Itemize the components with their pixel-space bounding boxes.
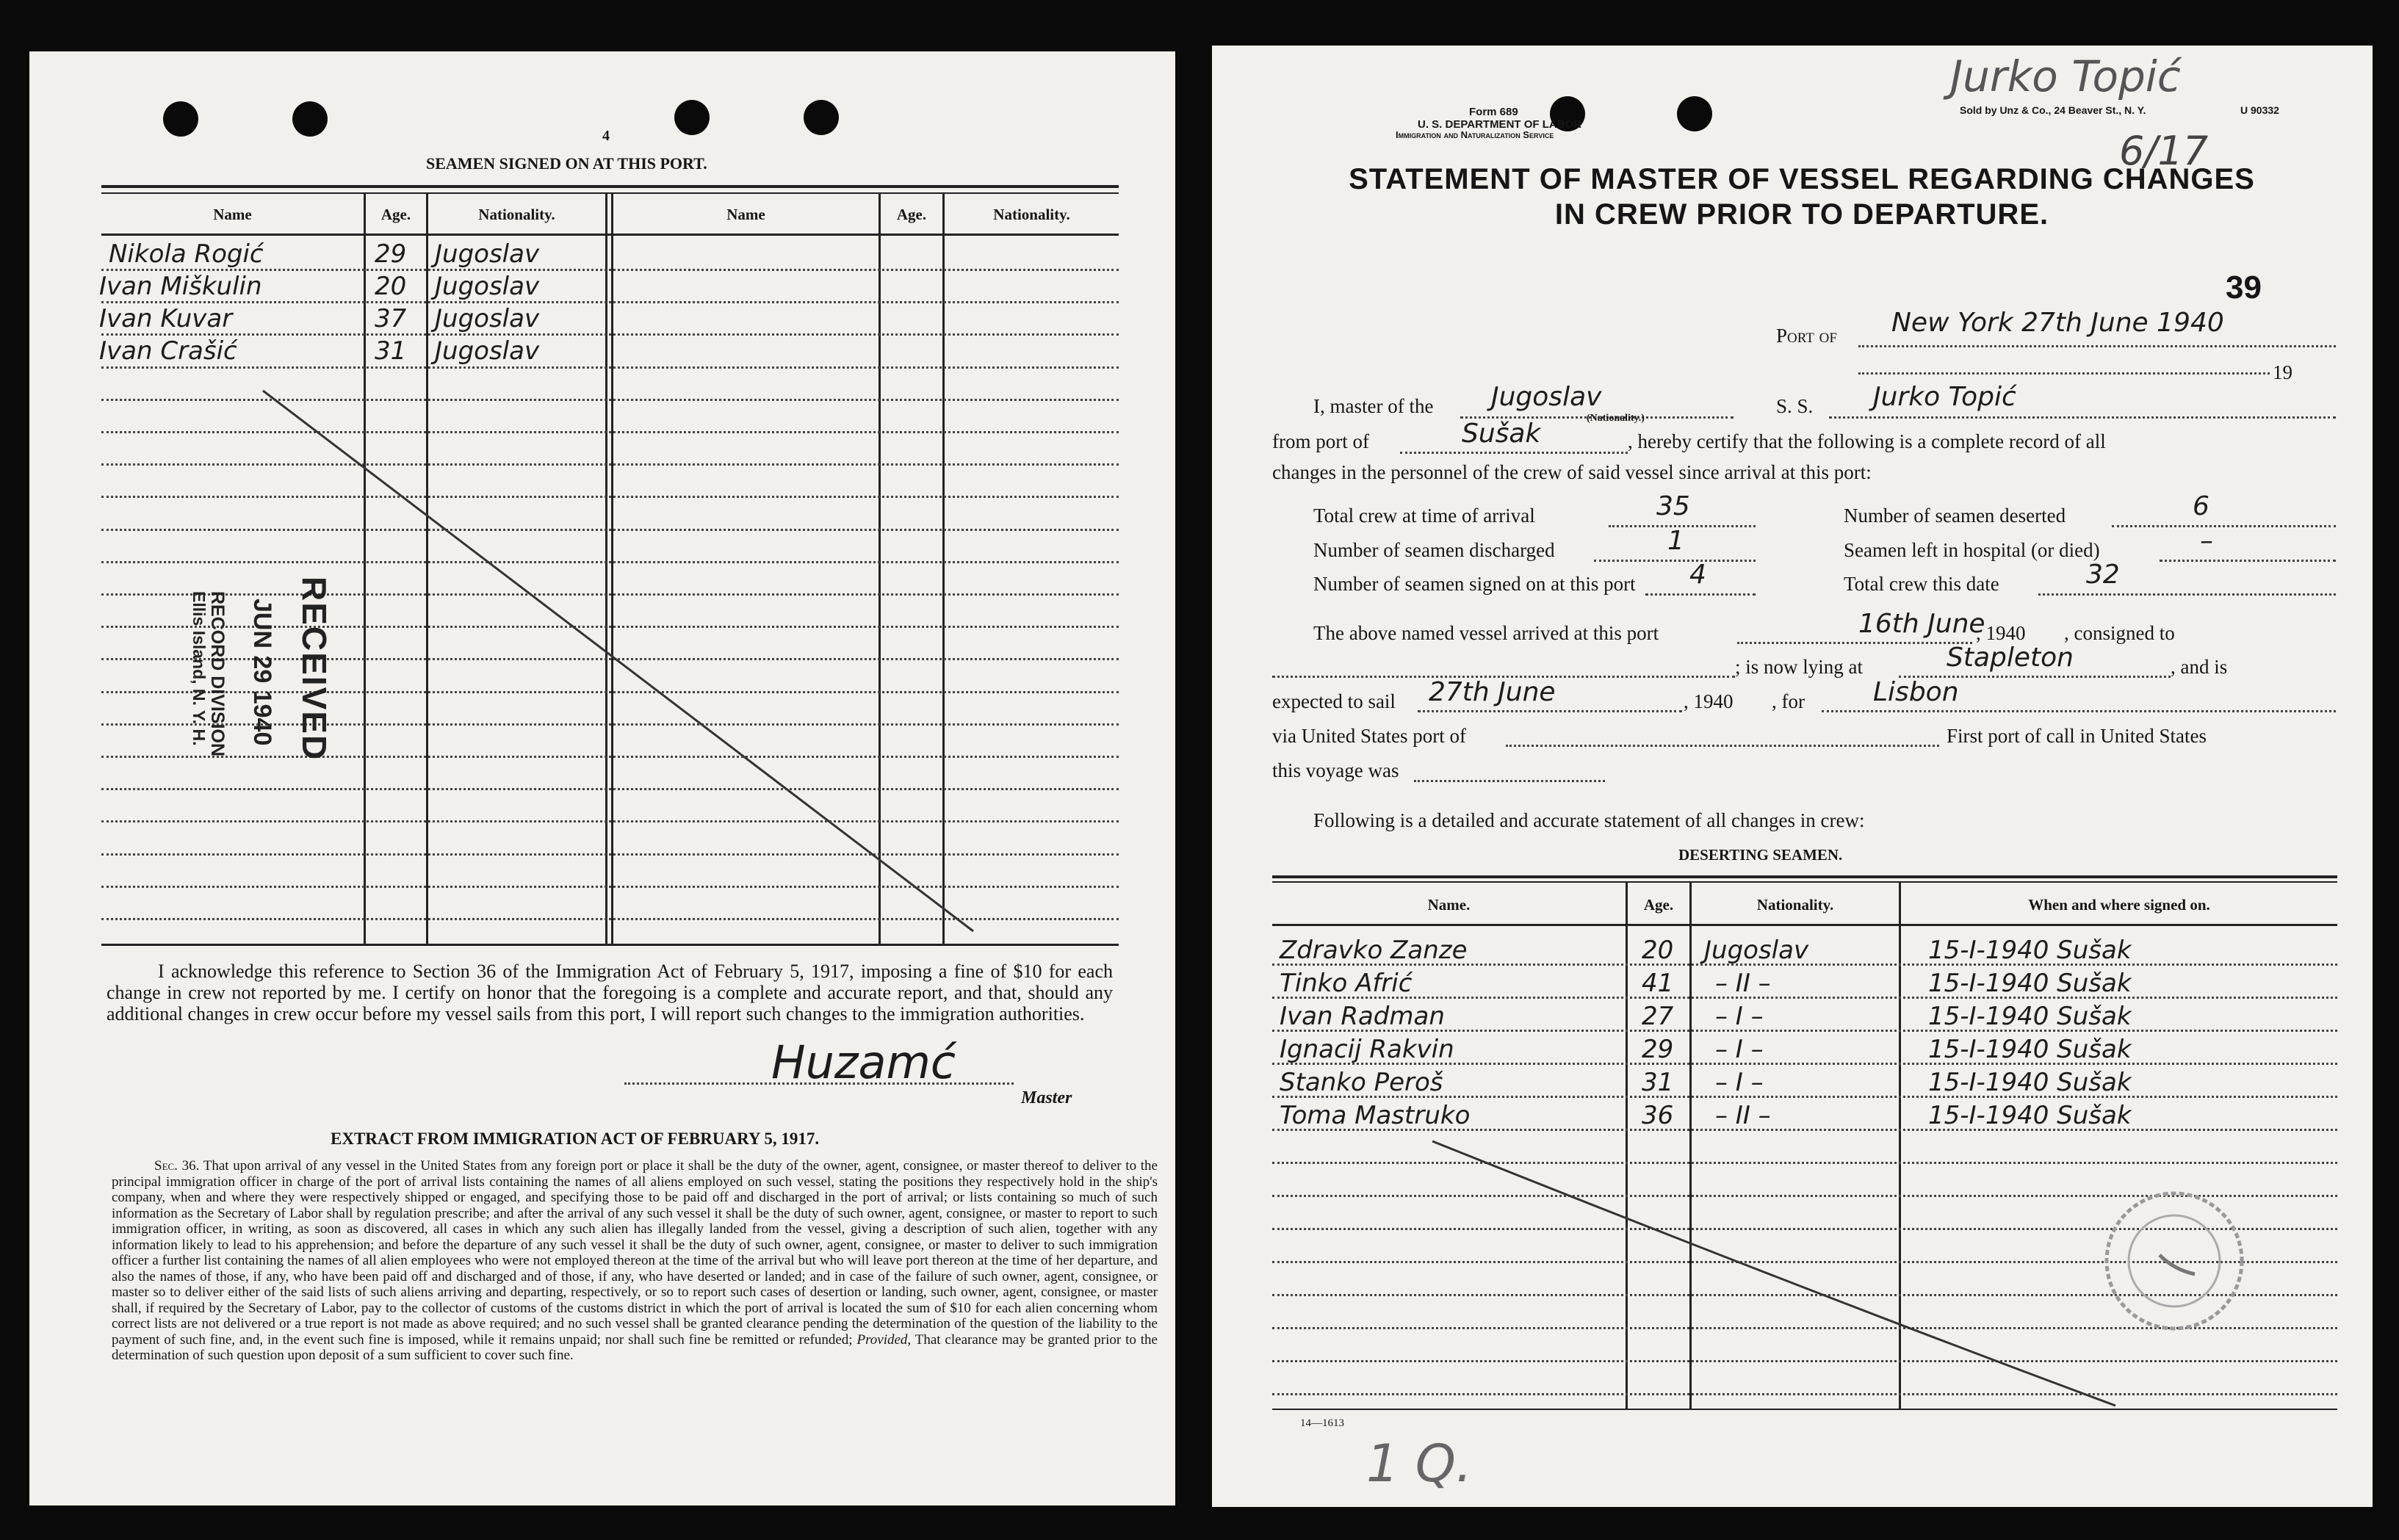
- total-crew-arrival-value: 35: [1656, 491, 1690, 521]
- stamp-line1: RECORD DIVISION: [207, 591, 228, 757]
- page-number: 4: [602, 128, 610, 144]
- following-text: Following is a detailed and accurate statement of all changes in crew:: [1313, 809, 1865, 831]
- stamp-title: RECEIVED: [295, 576, 333, 762]
- signed-on-age: 37: [375, 304, 407, 333]
- corner-mark: 6/17: [2119, 128, 2209, 174]
- signed-on-nationality: Jugoslav: [435, 304, 540, 333]
- column-header-name: Name: [213, 206, 252, 223]
- deserter-nationality: – II –: [1715, 969, 1771, 998]
- seller-text: Sold by Unz & Co., 24 Beaver St., N. Y.: [1960, 104, 2146, 116]
- deserter-signed-on: 15-I-1940 Sušak: [1928, 936, 2132, 965]
- deserter-signed-on: 15-I-1940 Sušak: [1928, 1068, 2132, 1097]
- master-signature: Huzamć: [771, 1035, 956, 1089]
- deserter-name: Zdravko Zanze: [1280, 936, 1468, 965]
- signed-on-age: 20: [375, 272, 407, 301]
- section-36-text: [112, 1158, 1158, 1364]
- deserter-nationality: – I –: [1715, 1035, 1764, 1064]
- hospital-label: Seamen left in hospital (or died): [1844, 539, 2100, 561]
- expected-year: , 1940: [1684, 690, 1734, 712]
- discharged-label: Number of seamen discharged: [1313, 539, 1555, 561]
- port-label: Port of: [1776, 325, 1837, 347]
- deserting-title: DESERTING SEAMEN.: [1678, 846, 1843, 864]
- form-title-line2: IN CREW PRIOR TO DEPARTURE.: [1554, 198, 2049, 231]
- column-header-nationality-2: Nationality.: [993, 206, 1070, 223]
- deserter-age: 20: [1642, 936, 1674, 965]
- deserter-name: Tinko Afrić: [1280, 969, 1413, 998]
- deserter-age: 29: [1642, 1035, 1674, 1064]
- from-port-label: from port of: [1272, 430, 1369, 452]
- lying-label: ; is now lying at: [1735, 656, 1863, 678]
- column-header-nationality: Nationality.: [1756, 896, 1834, 914]
- expected-label: expected to sail: [1272, 690, 1396, 712]
- column-header-signed-on: When and where signed on.: [2028, 896, 2210, 914]
- deserter-age: 31: [1642, 1068, 1674, 1097]
- arrived-value: 16th June: [1858, 609, 1985, 639]
- deserter-signed-on: 15-I-1940 Sušak: [1928, 969, 2132, 998]
- section-label: Sec. 36.: [154, 1158, 200, 1174]
- total-crew-date-label: Total crew this date: [1844, 573, 1999, 595]
- and-is-text: , and is: [2171, 656, 2228, 678]
- left-page: [29, 51, 1175, 1505]
- column-header-age-2: Age.: [896, 206, 927, 223]
- signed-on-age: 29: [375, 239, 407, 269]
- extract-title: EXTRACT FROM IMMIGRATION ACT OF FEBRUARY 5, 1917.: [331, 1129, 820, 1148]
- ss-label: S. S.: [1776, 395, 1814, 417]
- port-value: New York 27th June 1940: [1891, 308, 2224, 338]
- signed-on-nationality: Jugoslav: [435, 336, 540, 366]
- nationality-value: Jugoslav: [1491, 382, 1602, 412]
- master-of-label: I, master of the: [1313, 395, 1434, 417]
- department-name: U. S. DEPARTMENT OF LABOR: [1418, 118, 1582, 131]
- service-name: Immigration and Naturalization Service: [1396, 129, 1554, 140]
- nationality-caption: (Nationality.): [1587, 413, 1645, 424]
- consigned-label: , consigned to: [2064, 622, 2175, 644]
- ellis-island-seal: [2101, 1187, 2248, 1334]
- for-label: , for: [1772, 690, 1805, 712]
- section-body: That upon arrival of any vessel in the United States from any foreign port or place it shall be the duty of the owner, agent, consignee, or master thereof to deliver to the principal immigration officer in charge of the port of arrival lists containing the names of all aliens employed on such vessel, stating the positions they respectively hold in the ship's company, when and where they were respectively shipped or engaged, and specifying those to be paid off and discharged in the port of arrival; or lists containing so much of such information as the Secretary of Labor shall by regulation prescribe; and after the arrival of any such vessel it shall be the duty of such owner, agent, consignee, or master to report to such immigration officer, in writing, as soon as discovered, all cases in which any such alien has illegally landed from the vessel, giving a description of such alien, together with any information likely to lead to his apprehension; and before the departure of any such vessel it shall be the duty of such owner, agent, consignee, or master to deliver to such immigration officer a further list containing the names of all alien employees who were not employed thereon at the time of the arrival but who will leave port thereon at the time of her departure, and also the names of those, if any, who have been paid off and discharged and of those, if any, who have deserted or landed; and in case of the failure of such owner, agent, consignee, or master so to deliver either of the said lists of such aliens arriving and departing, respectively, or so to report such cases of desertion or landing, such owner, agent, consignee, or master shall, if required by the Secretary of Labor, pay to the collector of customs of the customs district in which the port of arrival is located the sum of $10 for each alien concerning whom correct lists are not delivered or a true report is not made as above required; and no such vessel shall be granted clearance pending the determination of the question of the liability to the payment of such fine, and, in the event such fine is imposed, while it remains unpaid; nor shall such fine be remitted or refunded;: [112, 1158, 1158, 1348]
- deserter-age: 27: [1642, 1002, 1674, 1031]
- acknowledgement-text: I acknowledge this reference to Section 36 of the Immigration Act of February 5, 1917, imposing a fine of $10 for each change in crew not reported by me. I certify on honor that the foregoing is a complete and accurate report, and that, should any additional changes in crew occur before my vessel sails from this port, I will report such changes to the immigration authorities.: [107, 961, 1113, 1024]
- bottom-annotation: 1 Q.: [1366, 1434, 1473, 1494]
- lying-value: Stapleton: [1947, 643, 2074, 673]
- voyage-label: this voyage was: [1272, 759, 1399, 781]
- deserter-signed-on: 15-I-1940 Sušak: [1928, 1101, 2132, 1130]
- deserter-age: 41: [1642, 969, 1674, 998]
- via-label: via United States port of: [1272, 725, 1466, 747]
- stamp-line2: Ellis Island, N. Y. H.: [190, 591, 209, 746]
- year-prefix: 19: [2273, 361, 2292, 383]
- catalog-code: U 90332: [2240, 104, 2279, 116]
- signed-on-value: 4: [1689, 560, 1706, 590]
- proviso-label: Provided,: [856, 1331, 912, 1348]
- form-number: Form 689: [1469, 106, 1518, 118]
- signed-on-name: Ivan Kuvar: [99, 304, 233, 333]
- right-page: [1212, 46, 2373, 1507]
- signed-on-age: 31: [375, 336, 407, 366]
- certify-text: , hereby certify that the following is a complete record of all: [1628, 430, 2106, 452]
- column-header-name-2: Name: [726, 206, 765, 223]
- changes-text: changes in the personnel of the crew of said vessel since arrival at this port:: [1272, 461, 1872, 483]
- ship-name-annotation: Jurko Topić: [1950, 51, 2181, 101]
- first-port-label: First port of call in United States: [1947, 725, 2207, 747]
- deserter-name: Ignacij Rakvin: [1280, 1035, 1454, 1064]
- deserter-name: Ivan Radman: [1280, 1002, 1445, 1031]
- deserter-signed-on: 15-I-1940 Sušak: [1928, 1035, 2132, 1064]
- column-header-age: Age.: [380, 206, 411, 223]
- hospital-value: –: [2200, 526, 2213, 556]
- deserted-label: Number of seamen deserted: [1844, 505, 2066, 527]
- from-port-value: Sušak: [1462, 419, 1541, 449]
- total-crew-date-value: 32: [2086, 560, 2120, 590]
- deserter-age: 36: [1642, 1101, 1674, 1130]
- signed-on-name: Ivan Miškulin: [99, 272, 262, 301]
- ship-name-value: Jurko Topić: [1873, 382, 2016, 412]
- discharged-value: 1: [1667, 526, 1684, 556]
- deserter-signed-on: 15-I-1940 Sušak: [1928, 1002, 2132, 1031]
- page-title: SEAMEN SIGNED ON AT THIS PORT.: [426, 154, 707, 173]
- total-crew-arrival-label: Total crew at time of arrival: [1313, 505, 1535, 527]
- deserter-nationality: – I –: [1715, 1068, 1764, 1097]
- column-header-nationality: Nationality.: [478, 206, 555, 223]
- deserter-nationality: – I –: [1715, 1002, 1764, 1031]
- stamp-date: JUN 29 1940: [248, 599, 276, 746]
- deserter-nationality: – II –: [1715, 1101, 1771, 1130]
- page-number-right: 39: [2226, 270, 2262, 306]
- form-code: 14—1613: [1300, 1417, 1344, 1429]
- deserted-value: 6: [2193, 491, 2209, 521]
- signed-on-name: Ivan Crašić: [99, 336, 237, 366]
- column-header-age: Age.: [1643, 896, 1674, 914]
- signed-on-nationality: Jugoslav: [435, 272, 540, 301]
- column-header-name: Name.: [1427, 896, 1471, 914]
- arrived-year: , 1940: [1976, 622, 2026, 644]
- arrived-label: The above named vessel arrived at this port: [1313, 622, 1659, 644]
- signed-on-label: Number of seamen signed on at this port: [1313, 573, 1636, 595]
- signed-on-nationality: Jugoslav: [435, 239, 540, 269]
- expected-value: 27th June: [1429, 677, 1556, 707]
- signed-on-name: Nikola Rogić: [109, 239, 264, 269]
- form-title-line1: STATEMENT OF MASTER OF VESSEL REGARDING CHANGES: [1349, 163, 2255, 195]
- destination-value: Lisbon: [1873, 677, 1959, 707]
- master-label: Master: [1021, 1088, 1072, 1107]
- deserter-name: Stanko Peroš: [1280, 1068, 1443, 1097]
- deserter-name: Toma Mastruko: [1280, 1101, 1471, 1130]
- deserter-nationality: Jugoslav: [1704, 936, 1809, 965]
- proviso-text: That clearance may be granted prior to the determination of such question upon deposit of a sum sufficient to cover such fine.: [112, 1331, 1158, 1363]
